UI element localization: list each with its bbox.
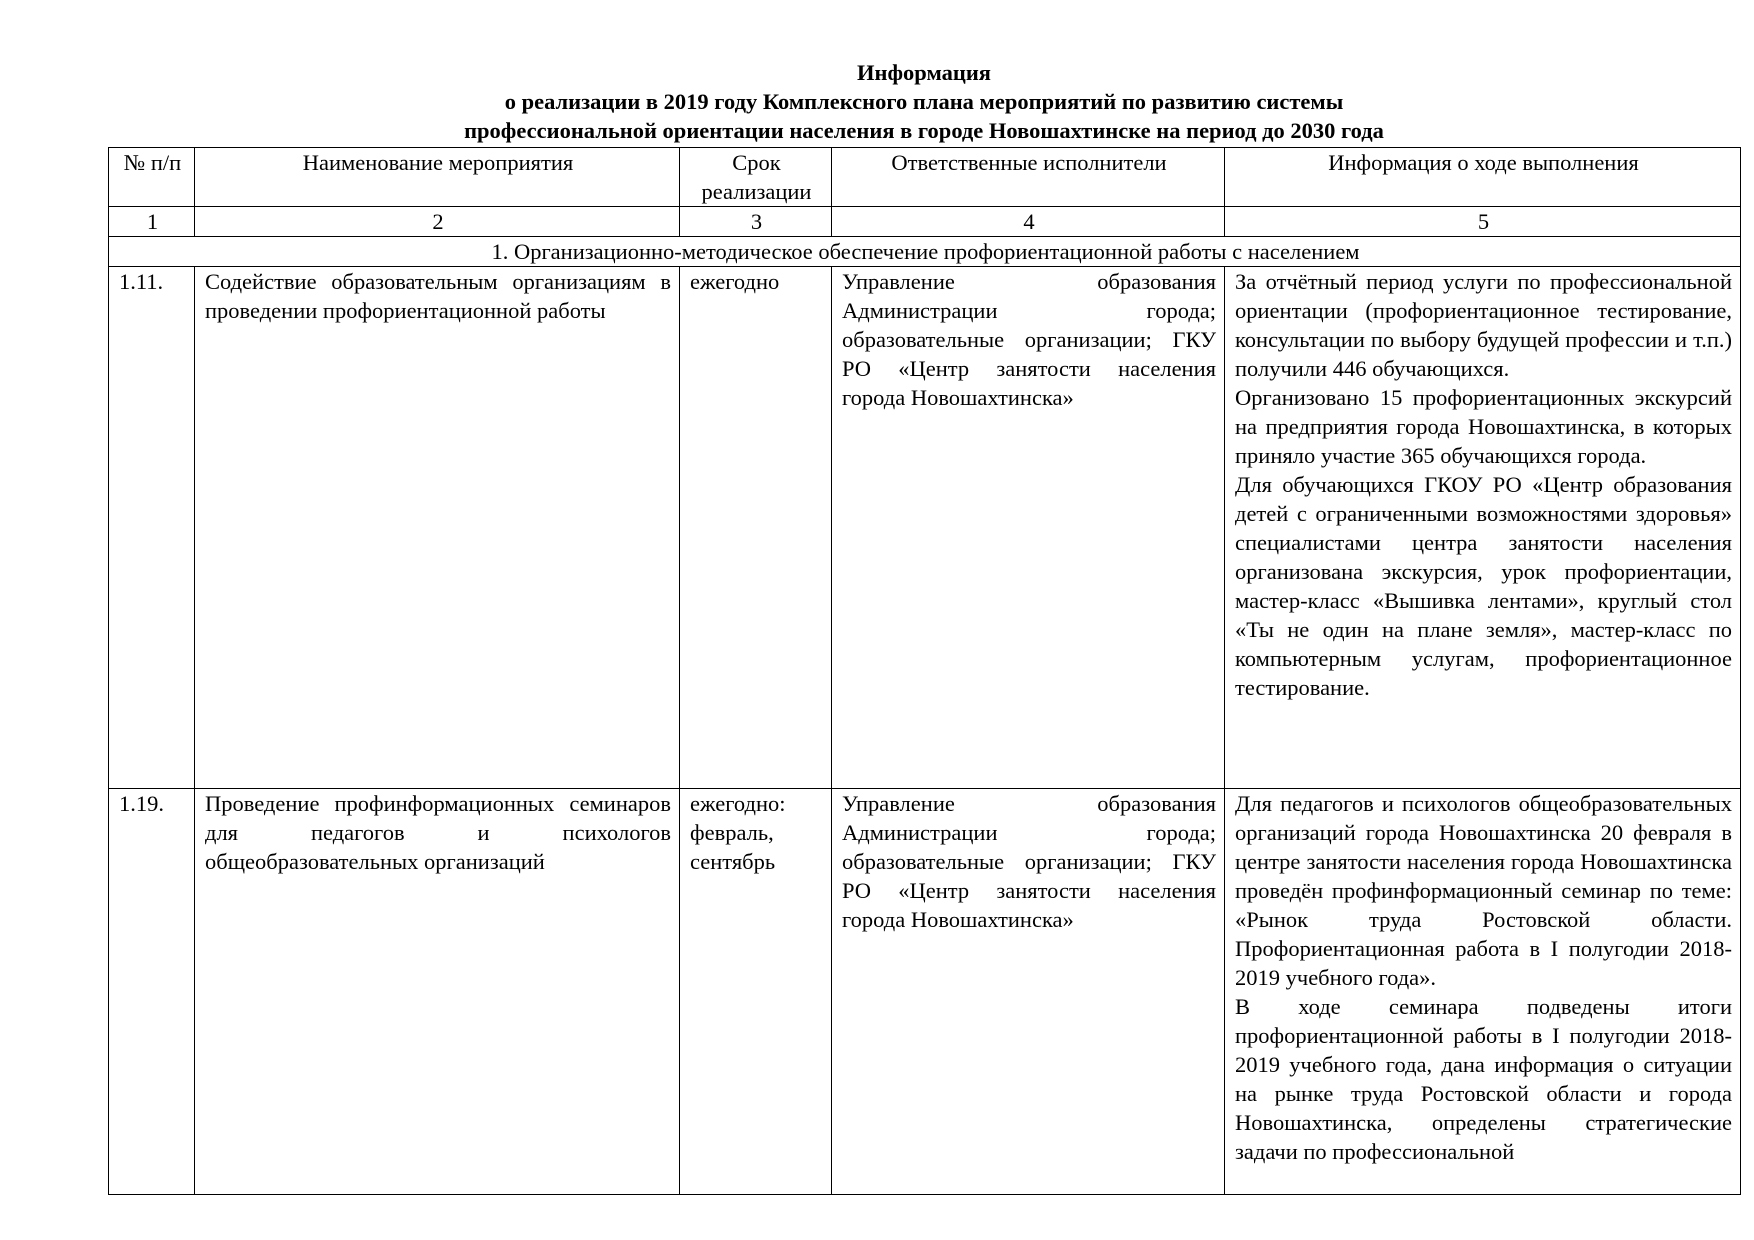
- column-number-row: [109, 207, 1741, 237]
- header-name: Наименование мероприятия: [195, 148, 680, 207]
- title-line-1: Информация: [857, 60, 991, 85]
- column-number: 5: [1225, 207, 1741, 237]
- event-responsible: Управление образования Администрации города; образовательные организации; ГКУ РО «Центр занятости населения города Новошахтинска»: [832, 267, 1225, 789]
- row-number: 1.19.: [109, 789, 195, 1195]
- event-responsible: Управление образования Администрации города; образовательные организации; ГКУ РО «Центр занятости населения города Новошахтинска»: [832, 789, 1225, 1195]
- event-progress: [1225, 789, 1741, 1195]
- plan-table: [108, 147, 1741, 1195]
- title-line-2: о реализации в 2019 году Комплексного плана мероприятий по развитию системы: [504, 89, 1344, 114]
- progress-paragraph: За отчётный период услуги по профессиональной ориентации (профориентационное тестирование, консультации по выбору будущей профессии и т.п.) получили 446 обучающихся.: [1235, 269, 1732, 381]
- section-row: [109, 237, 1741, 267]
- document-title: [108, 58, 1740, 145]
- column-number: 2: [195, 207, 680, 237]
- header-progress: Информация о ходе выполнения: [1225, 148, 1741, 207]
- column-number: 1: [109, 207, 195, 237]
- event-progress: [1225, 267, 1741, 789]
- column-number: 3: [680, 207, 832, 237]
- event-name: Содействие образовательным организациям в проведении профориентационной работы: [195, 267, 680, 789]
- progress-paragraph: Организовано 15 профориентационных экскурсий на предприятия города Новошахтинска, в которых приняло участие 365 обучающихся города.: [1235, 385, 1732, 468]
- section-title: 1. Организационно-методическое обеспечение профориентационной работы с населением: [109, 237, 1741, 267]
- header-responsible: Ответственные исполнители: [832, 148, 1225, 207]
- event-term: ежегодно: [680, 267, 832, 789]
- table-row: [109, 789, 1741, 1195]
- header-num: № п/п: [109, 148, 195, 207]
- column-number: 4: [832, 207, 1225, 237]
- event-name: Проведение профинформационных семинаров для педагогов и психологов общеобразовательных организаций: [195, 789, 680, 1195]
- progress-paragraph: Для педагогов и психологов общеобразовательных организаций города Новошахтинска 20 февраля в центре занятости населения города Новошахтинска проведён профинформационный семинар по теме: «Рынок труда Ростовской области. Профориентационная работа в I полугодии 2018-2019 учебного года».: [1235, 791, 1732, 990]
- title-line-3: профессиональной ориентации населения в городе Новошахтинске на период до 2030 года: [464, 118, 1384, 143]
- progress-paragraph: Для обучающихся ГКОУ РО «Центр образования детей с ограниченными возможностями здоровья» специалистами центра занятости населения организована экскурсия, урок профориентации, мастер-класс «Вышивка лентами», круглый стол «Ты не один на плане земля», мастер-класс по компьютерным услугам, профориентационное тестирование.: [1235, 472, 1732, 700]
- table-row: [109, 267, 1741, 789]
- event-term: ежегодно: февраль, сентябрь: [680, 789, 832, 1195]
- row-number: 1.11.: [109, 267, 195, 789]
- header-row: [109, 148, 1741, 207]
- progress-paragraph: В ходе семинара подведены итоги профориентационной работы в I полугодии 2018-2019 учебного года, дана информация о ситуации на рынке труда Ростовской области и города Новошахтинска, определены стратегические задачи по профессиональной: [1235, 994, 1732, 1164]
- header-term: Срок реализации: [680, 148, 832, 207]
